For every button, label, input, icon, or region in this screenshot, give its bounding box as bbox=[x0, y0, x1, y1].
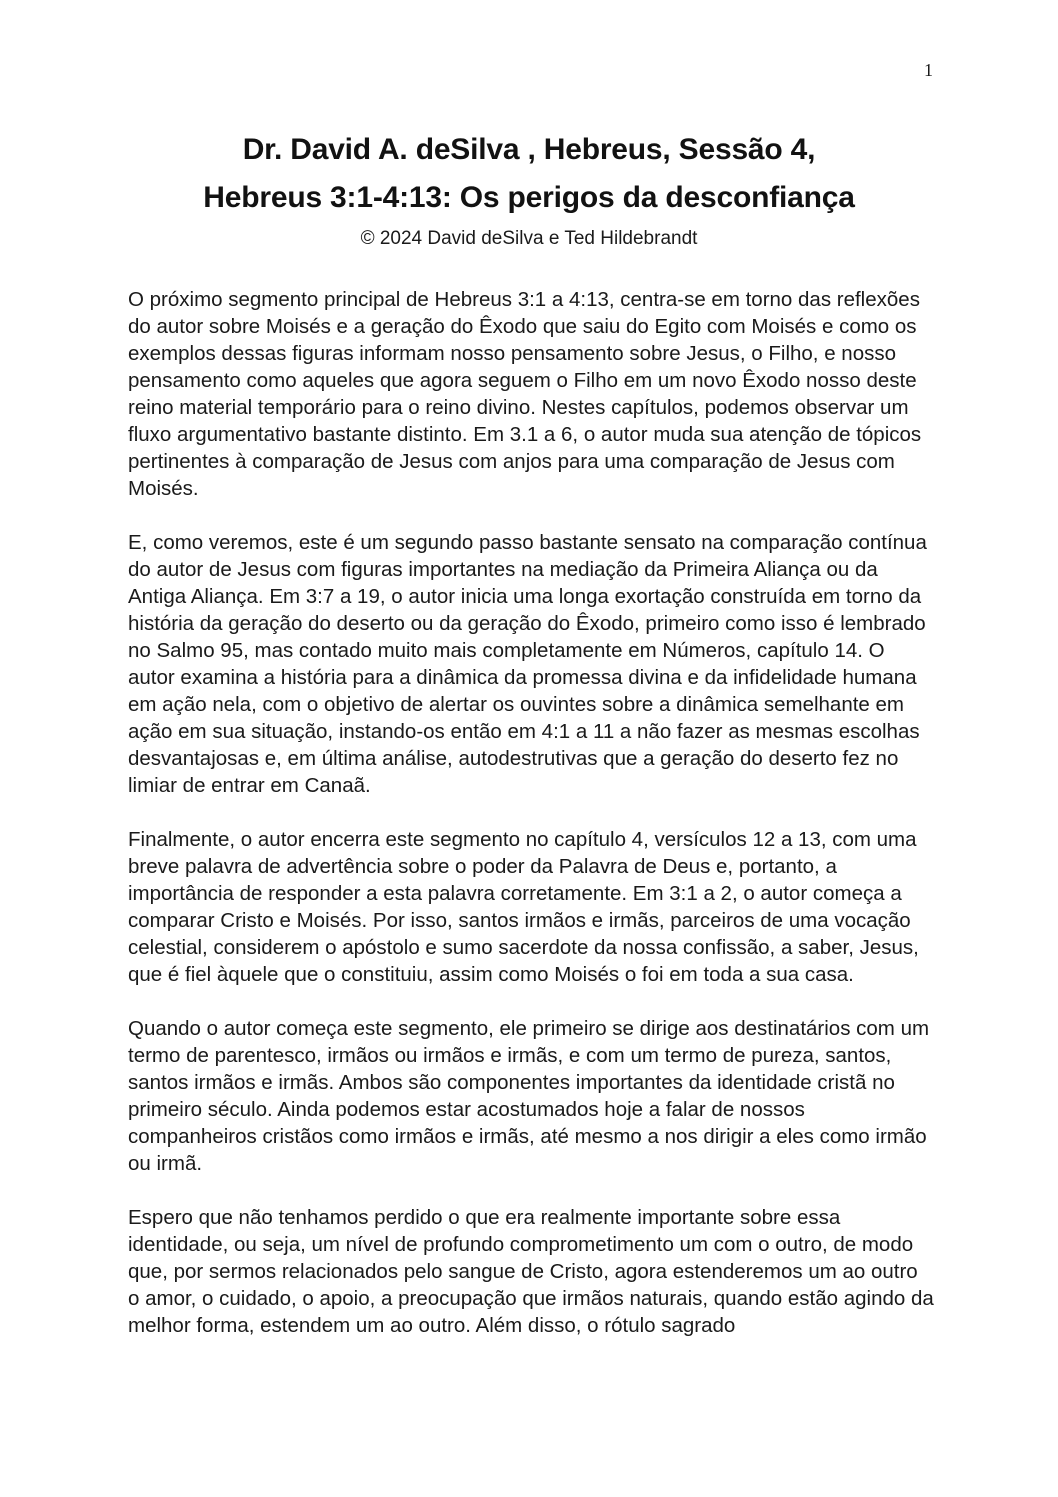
body-paragraph: E, como veremos, este é um segundo passo bastante sensato na comparação contínua do autor de Jesus com figuras importantes na mediação da Primeira Aliança ou da Antiga Aliança. Em 3:7 a 19, o autor inicia uma longa exortação construída em torno da história da geração do deserto ou da geração do Êxodo, primeiro como isso é lembrado no Salmo 95, mas contado muito mais completamente em Números, capítulo 14. O autor examina a história para a dinâmica da promessa divina e da infidelidade humana em ação nela, com o objetivo de alertar os ouvintes sobre a dinâmica semelhante em ação em sua situação, instando-os então em 4:1 a 11 a não fazer as mesmas escolhas desvantajosas e, em última análise, autodestrutivas que a geração do deserto fez no limiar de entrar em Canaã. bbox=[128, 531, 927, 797]
copyright-byline: © 2024 David deSilva e Ted Hildebrandt bbox=[360, 228, 698, 249]
title-block bbox=[0, 0, 1058, 252]
document-title-line-2: Hebreus 3:1-4:13: Os perigos da desconfiança bbox=[203, 181, 855, 214]
body-paragraph: Espero que não tenhamos perdido o que era realmente importante sobre essa identidade, ou seja, um nível de profundo comprometimento um com o outro, de modo que, por sermos relacionados pelo sangue de Cristo, agora estenderemos um ao outro o amor, o cuidado, o apoio, a preocupação que irmãos naturais, quando estão agindo da melhor forma, estendem um ao outro. Além disso, o rótulo sagrado bbox=[128, 1206, 934, 1337]
document-title-line-1: Dr. David A. deSilva , Hebreus, Sessão 4, bbox=[242, 133, 816, 166]
document-body bbox=[128, 286, 934, 1339]
page-number: 1 bbox=[924, 60, 933, 80]
body-paragraph: Quando o autor começa este segmento, ele primeiro se dirige aos destinatários com um termo de parentesco, irmãos ou irmãos e irmãs, e com um termo de pureza, santos, santos irmãos e irmãs. Ambos são componentes importantes da identidade cristã no primeiro século. Ainda podemos estar acostumados hoje a falar de nossos companheiros cristãos como irmãos e irmãs, até mesmo a nos dirigir a eles como irmão ou irmã. bbox=[128, 1017, 930, 1175]
body-paragraph: O próximo segmento principal de Hebreus 3:1 a 4:13, centra-se em torno das reflexões do autor sobre Moisés e a geração do Êxodo que saiu do Egito com Moisés e como os exemplos dessas figuras informam nosso pensamento sobre Jesus, o Filho, e nosso pensamento como aqueles que agora seguem o Filho em um novo Êxodo nosso deste reino material temporário para o reino divino. Nestes capítulos, podemos observar um fluxo argumentativo bastante distinto. Em 3.1 a 6, o autor muda sua atenção de tópicos pertinentes à comparação de Jesus com anjos para uma comparação de Jesus com Moisés. bbox=[128, 288, 922, 500]
body-paragraph: Finalmente, o autor encerra este segmento no capítulo 4, versículos 12 a 13, com uma breve palavra de advertência sobre o poder da Palavra de Deus e, portanto, a importância de responder a esta palavra corretamente. Em 3:1 a 2, o autor começa a comparar Cristo e Moisés. Por isso, santos irmãos e irmãs, parceiros de uma vocação celestial, considerem o apóstolo e sumo sacerdote da nossa confissão, a saber, Jesus, que é fiel àquele que o constituiu, assim como Moisés o foi em toda a sua casa. bbox=[128, 828, 919, 986]
